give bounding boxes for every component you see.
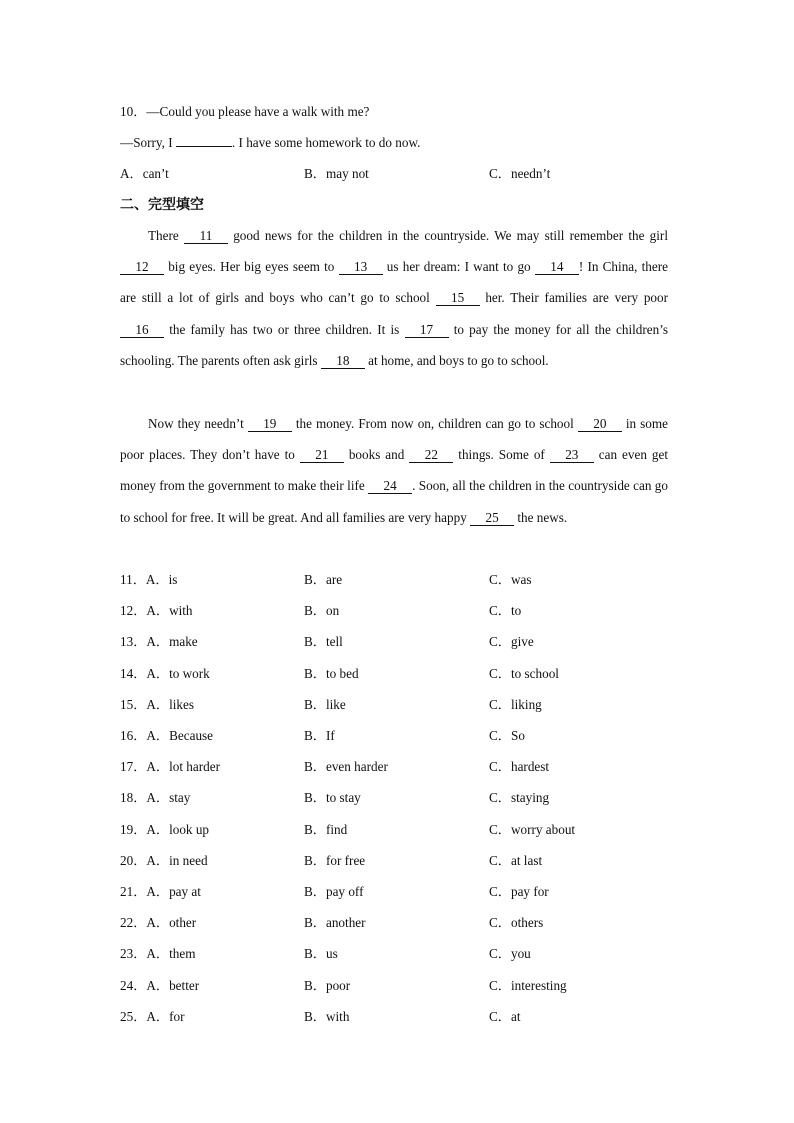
option-b: B．with xyxy=(304,1008,350,1024)
question-row xyxy=(0,727,794,745)
question-row xyxy=(0,977,794,995)
question-10-reply xyxy=(120,134,420,152)
question-row xyxy=(0,665,794,683)
option-a: 20．A．in need xyxy=(120,852,208,868)
question-10-reply-end: . I have some homework to do now. xyxy=(231,135,421,150)
option-b: B．may not xyxy=(304,166,369,181)
cloze-blank-15[interactable]: 15 xyxy=(436,290,480,306)
option-b: B．for free xyxy=(304,852,366,868)
option-a: 16．A．Because xyxy=(120,728,214,743)
cloze-blank-25[interactable]: 25 xyxy=(470,510,514,526)
option-b: B．pay off xyxy=(304,884,364,899)
cloze-blank-13[interactable]: 13 xyxy=(339,259,383,275)
cloze-text: her. Their families are very poor xyxy=(479,290,668,306)
cloze-text: can even get money from the government to make their life xyxy=(120,447,668,494)
question-row xyxy=(0,821,794,839)
cloze-text: to pay the money for all the children’s schooling. The parents often ask girls xyxy=(120,321,668,368)
question-row xyxy=(0,1008,794,1026)
option-a: 12．A．with xyxy=(120,603,193,619)
cloze-blank-16[interactable]: 16 xyxy=(120,322,164,338)
option-a: A．can’t xyxy=(120,166,169,181)
question-row xyxy=(0,571,794,589)
option-b: B．like xyxy=(304,696,346,712)
option-b: B．tell xyxy=(304,634,343,650)
cloze-blank-24[interactable]: 24 xyxy=(368,478,412,494)
option-c: C．you xyxy=(489,946,531,962)
cloze-blank-22[interactable]: 22 xyxy=(409,447,453,463)
option-a: 24．A．better xyxy=(120,977,200,993)
question-row xyxy=(0,602,794,620)
question-row xyxy=(0,789,794,807)
cloze-text: the money. From now on, children can go to school xyxy=(291,416,578,431)
cloze-paragraph-1 xyxy=(120,220,668,376)
option-b: B．to stay xyxy=(304,790,361,806)
option-a: 21．A．pay at xyxy=(120,884,201,899)
question-10-reply-start: —Sorry, I xyxy=(120,135,176,150)
cloze-text: at home, and boys to go to school. xyxy=(364,352,549,368)
cloze-blank-23[interactable]: 23 xyxy=(550,447,594,463)
option-c: C．at last xyxy=(489,852,543,868)
cloze-text: the family has two or three children. It is xyxy=(164,321,405,337)
cloze-text: Now they needn’t xyxy=(148,416,248,431)
option-b: B．poor xyxy=(304,977,351,993)
cloze-text: books and xyxy=(343,447,410,463)
cloze-text: . Soon, all the children in the countryside can go to school for free. It will be great. And all families are very happy xyxy=(120,478,668,525)
option-b: B．on xyxy=(304,603,340,619)
question-row xyxy=(0,696,794,714)
cloze-text: in some poor places. They don’t have to xyxy=(120,416,668,463)
option-a: 22．A．other xyxy=(120,915,197,931)
cloze-blank-14[interactable]: 14 xyxy=(535,259,579,275)
option-c: C．was xyxy=(489,572,532,587)
question-row xyxy=(0,852,794,870)
option-a: 11．A．is xyxy=(120,572,178,587)
option-c: C．pay for xyxy=(489,884,549,899)
option-c: C．to school xyxy=(489,665,559,681)
cloze-text: us her dream: I want to go xyxy=(382,259,535,275)
option-b: B．to bed xyxy=(304,665,359,681)
cloze-blank-12[interactable]: 12 xyxy=(120,259,164,275)
cloze-text: There xyxy=(148,228,184,243)
option-c: C．to xyxy=(489,603,522,619)
question-10-options xyxy=(0,165,794,183)
option-c: C．staying xyxy=(489,790,550,806)
option-b: B．us xyxy=(304,946,338,962)
question-row xyxy=(0,758,794,776)
cloze-blank-20[interactable]: 20 xyxy=(578,416,622,432)
option-a: 14．A．to work xyxy=(120,665,210,681)
option-a: 17．A．lot harder xyxy=(120,759,220,775)
option-b: B．even harder xyxy=(304,759,388,775)
cloze-text: good news for the children in the countryside. We may still remember the girl xyxy=(227,228,668,243)
option-b: B．another xyxy=(304,915,366,931)
option-a: 25．A．for xyxy=(120,1008,185,1024)
option-a: 23．A．them xyxy=(120,946,196,962)
cloze-blank-18[interactable]: 18 xyxy=(321,353,365,369)
option-c: C．at xyxy=(489,1008,521,1024)
cloze-blank-21[interactable]: 21 xyxy=(300,447,344,463)
answer-blank[interactable] xyxy=(176,146,232,147)
cloze-blank-19[interactable]: 19 xyxy=(248,416,292,432)
question-row xyxy=(0,633,794,651)
option-c: C．needn’t xyxy=(489,166,551,181)
option-c: C．liking xyxy=(489,696,542,712)
cloze-blank-11[interactable]: 11 xyxy=(184,228,228,244)
cloze-paragraph-2 xyxy=(120,408,668,533)
option-c: C．worry about xyxy=(489,821,576,837)
question-row xyxy=(0,945,794,963)
cloze-text: big eyes. Her big eyes seem to xyxy=(164,259,339,275)
option-a: 19．A．look up xyxy=(120,821,210,837)
option-c: C．So xyxy=(489,728,525,743)
cloze-text: ! In China, there are still a lot of girls and boys who can’t go to school xyxy=(120,259,668,306)
option-a: 18．A．stay xyxy=(120,790,191,806)
option-b: B．If xyxy=(304,728,335,743)
option-a: 13．A．make xyxy=(120,634,198,650)
question-10-stem: 10．—Could you please have a walk with me? xyxy=(120,104,370,119)
option-b: B．find xyxy=(304,821,348,837)
question-row xyxy=(0,883,794,901)
cloze-blank-17[interactable]: 17 xyxy=(405,322,449,338)
option-c: C．others xyxy=(489,915,544,931)
question-row xyxy=(0,914,794,932)
cloze-text: things. Some of xyxy=(453,447,550,463)
option-c: C．hardest xyxy=(489,759,550,775)
cloze-text: the news. xyxy=(514,509,568,525)
option-a: 15．A．likes xyxy=(120,696,194,712)
option-c: C．interesting xyxy=(489,977,567,993)
section-heading: 二、完型填空 xyxy=(120,197,204,213)
option-b: B．are xyxy=(304,572,343,587)
option-c: C．give xyxy=(489,634,534,650)
